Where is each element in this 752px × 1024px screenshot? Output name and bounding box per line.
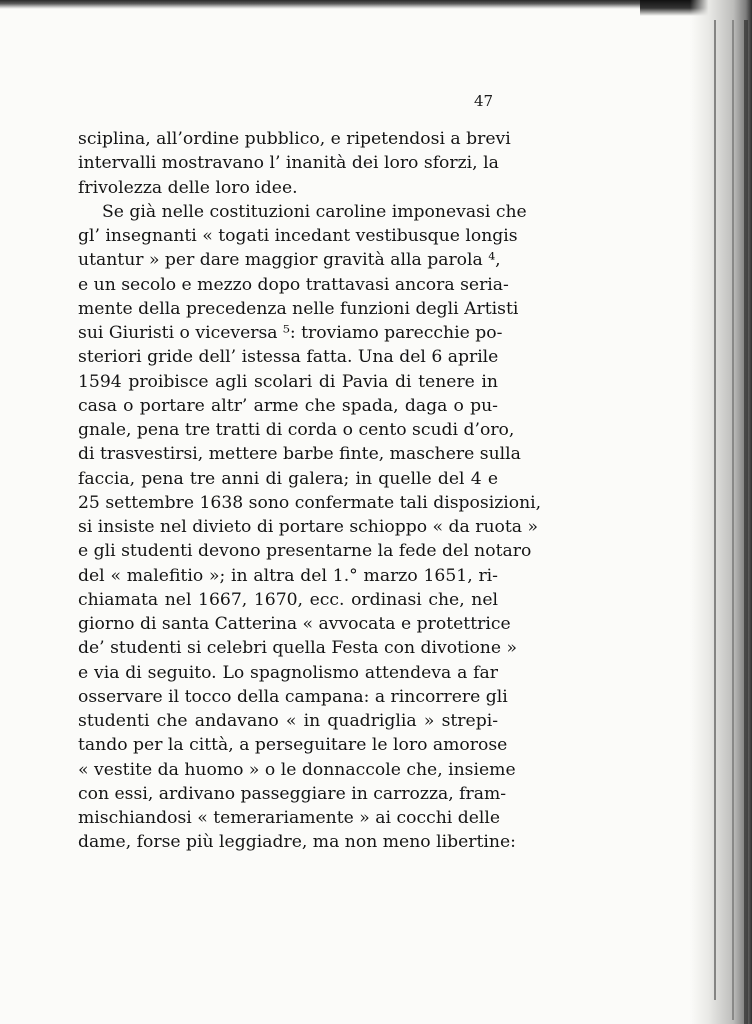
body-text — [78, 127, 542, 855]
book-gutter-shadow — [690, 0, 752, 1024]
text-line: del « malefitio »; in altra del 1.° marzo 1651, ri- — [78, 565, 498, 586]
text-line: sciplina, all’ordine pubblico, e ripetendosi a brevi — [78, 129, 511, 149]
text-line: de’ studenti si celebri quella Festa con divotione » — [78, 638, 518, 659]
text-line: casa o portare altr’ arme che spada, daga o pu- — [78, 395, 498, 416]
text-line: osservare il tocco della campana: a rincorrere gli — [78, 686, 508, 707]
text-line: 1594 proibisce agli scolari di Pavia di tenere in — [78, 371, 498, 392]
text-line: di trasvestirsi, mettere barbe finte, maschere sulla — [78, 444, 521, 465]
text-line: studenti che andavano « in quadriglia » strepi- — [78, 711, 498, 731]
text-line: 25 settembre 1638 sono confermate tali disposizioni, — [78, 492, 542, 513]
text-line: giorno di santa Catterina « avvocata e protettrice — [78, 614, 511, 634]
text-line: Se già nelle costituzioni caroline imponevasi che — [102, 201, 527, 222]
gutter-line — [714, 20, 716, 1000]
text-line: chiamata nel 1667, 1670, ecc. ordinasi che, nel — [78, 589, 498, 610]
text-line: intervalli mostravano l’ inanità dei loro sforzi, la — [78, 153, 499, 174]
text-line: dame, forse più leggiadre, ma non meno libertine: — [78, 832, 516, 853]
text-line: gl’ insegnanti « togati incedant vestibusque longis — [78, 226, 518, 246]
text-line: faccia, pena tre anni di galera; in quelle del 4 e — [78, 468, 498, 489]
text-line: « vestite da huomo » o le donnaccole che, insieme — [78, 759, 516, 780]
text-line: steriori gride dell’ istessa fatta. Una del 6 aprile — [78, 347, 499, 368]
text-line: mente della precedenza nelle funzioni degli Artisti — [78, 298, 519, 319]
text-line: frivolezza delle loro idee. — [78, 177, 298, 198]
text-line: gnale, pena tre tratti di corda o cento scudi d’oro, — [78, 420, 515, 440]
text-line: sui Giuristi o viceversa ⁵: troviamo parecchie po- — [78, 323, 503, 343]
gutter-line — [744, 20, 748, 1024]
page-number: 47 — [474, 92, 494, 110]
gutter-line — [732, 20, 734, 1020]
text-line: mischiandosi « temerariamente » ai cocchi delle — [78, 808, 501, 828]
text-line: con essi, ardivano passeggiare in carrozza, fram- — [78, 783, 507, 804]
text-line: utantur » per dare maggior gravità alla parola ⁴, — [78, 250, 501, 271]
text-line: tando per la città, a perseguitare le loro amorose — [78, 735, 508, 756]
text-line: e un secolo e mezzo dopo trattavasi ancora seria- — [78, 274, 509, 295]
text-line: e gli studenti devono presentarne la fede del notaro — [78, 541, 532, 562]
text-line: si insiste nel divieto di portare schioppo « da ruota » — [78, 517, 538, 537]
text-line: e via di seguito. Lo spagnolismo attendeva a far — [78, 662, 498, 683]
